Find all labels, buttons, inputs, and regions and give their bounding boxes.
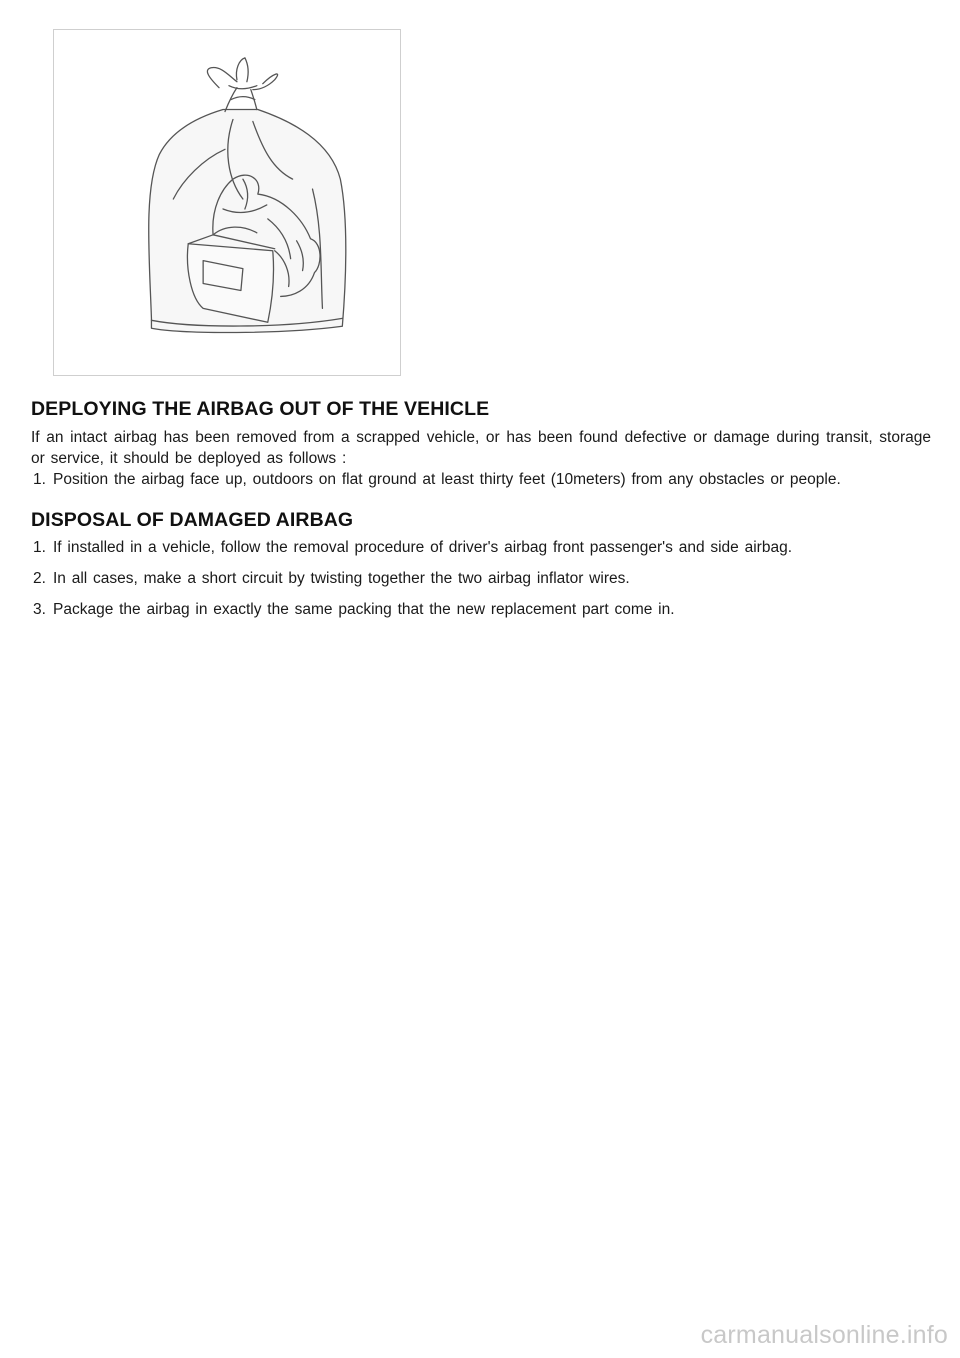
disposal-step-1 xyxy=(33,537,792,558)
step-text: Position the airbag face up, outdoors on flat ground at least thirty feet (10meters) from any obstacles or people. xyxy=(53,471,841,488)
step-text: Package the airbag in exactly the same packing that the new replacement part come in. xyxy=(53,601,675,618)
deploying-intro-paragraph: If an intact airbag has been removed from a scrapped vehicle, or has been found defective or damage during transit, storage or service, it should be deployed as follows : xyxy=(31,429,931,467)
watermark: carmanualsonline.info xyxy=(700,1321,948,1349)
disposal-step-3 xyxy=(33,599,675,620)
disposal-step-2 xyxy=(33,568,630,589)
bagged-airbag-drawing xyxy=(54,30,400,375)
step-text: In all cases, make a short circuit by twisting together the two airbag inflator wires. xyxy=(53,570,630,587)
airbag-bag-illustration xyxy=(53,29,401,376)
section-title-disposal: DISPOSAL OF DAMAGED AIRBAG xyxy=(31,509,354,531)
step-number: 2. xyxy=(33,570,46,587)
step-number: 1. xyxy=(33,539,46,556)
step-text: If installed in a vehicle, follow the removal procedure of driver's airbag front passenger's and side airbag. xyxy=(53,539,792,556)
section-title-deploying: DEPLOYING THE AIRBAG OUT OF THE VEHICLE xyxy=(31,398,490,420)
deploying-step-1 xyxy=(33,469,841,490)
step-number: 1. xyxy=(33,471,46,488)
step-number: 3. xyxy=(33,601,46,618)
